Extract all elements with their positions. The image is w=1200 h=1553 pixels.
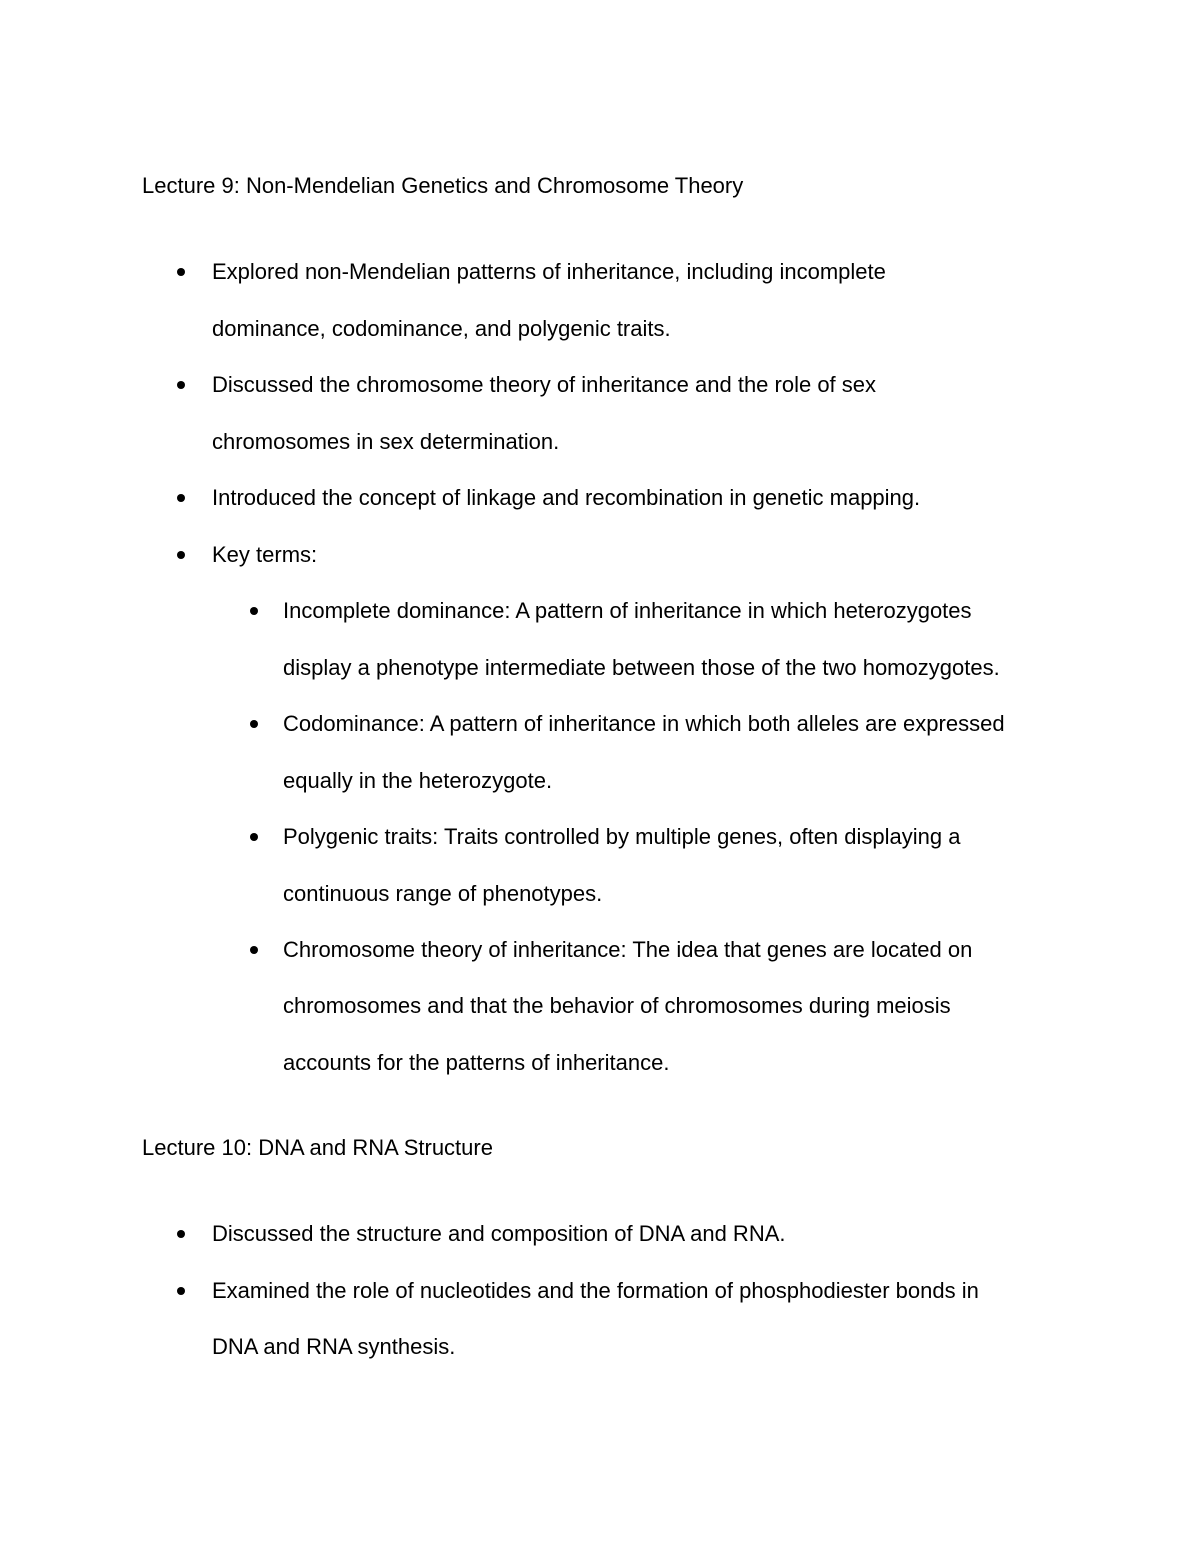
key-term-line: Chromosome theory of inheritance: The idea that genes are located on bbox=[283, 937, 973, 962]
sub-bullet-icon bbox=[250, 720, 258, 728]
bullet-icon bbox=[177, 1287, 185, 1295]
bullet-icon bbox=[177, 551, 185, 559]
bullet-icon bbox=[177, 268, 185, 276]
lecture-10-heading: Lecture 10: DNA and RNA Structure bbox=[142, 1135, 493, 1160]
key-term-line: Polygenic traits: Traits controlled by multiple genes, often displaying a bbox=[283, 824, 961, 849]
bullet-icon bbox=[177, 1230, 185, 1238]
bullet-icon bbox=[177, 494, 185, 502]
key-term-line: accounts for the patterns of inheritance. bbox=[283, 1050, 670, 1075]
list-item-line: Explored non-Mendelian patterns of inheritance, including incomplete bbox=[212, 259, 886, 284]
list-item-line: DNA and RNA synthesis. bbox=[212, 1334, 456, 1359]
key-term-line: Codominance: A pattern of inheritance in which both alleles are expressed bbox=[283, 711, 1005, 736]
list-item-line: Discussed the structure and composition of DNA and RNA. bbox=[212, 1221, 786, 1246]
key-term-line: equally in the heterozygote. bbox=[283, 768, 553, 793]
list-item-line: Examined the role of nucleotides and the formation of phosphodiester bonds in bbox=[212, 1278, 979, 1303]
key-term-line: chromosomes and that the behavior of chromosomes during meiosis bbox=[283, 993, 951, 1018]
list-item-line: dominance, codominance, and polygenic traits. bbox=[212, 316, 671, 341]
sub-bullet-icon bbox=[250, 607, 258, 615]
list-item-line: Key terms: bbox=[212, 542, 318, 567]
key-term-line: display a phenotype intermediate between those of the two homozygotes. bbox=[283, 655, 1000, 680]
key-term-line: continuous range of phenotypes. bbox=[283, 881, 603, 906]
list-item-line: chromosomes in sex determination. bbox=[212, 429, 560, 454]
lecture-9-heading: Lecture 9: Non-Mendelian Genetics and Chromosome Theory bbox=[142, 173, 744, 198]
sub-bullet-icon bbox=[250, 946, 258, 954]
sub-bullet-icon bbox=[250, 833, 258, 841]
list-item-line: Discussed the chromosome theory of inheritance and the role of sex bbox=[212, 372, 877, 397]
bullet-icon bbox=[177, 381, 185, 389]
list-item-line: Introduced the concept of linkage and recombination in genetic mapping. bbox=[212, 485, 921, 510]
key-term-line: Incomplete dominance: A pattern of inheritance in which heterozygotes bbox=[283, 598, 972, 623]
